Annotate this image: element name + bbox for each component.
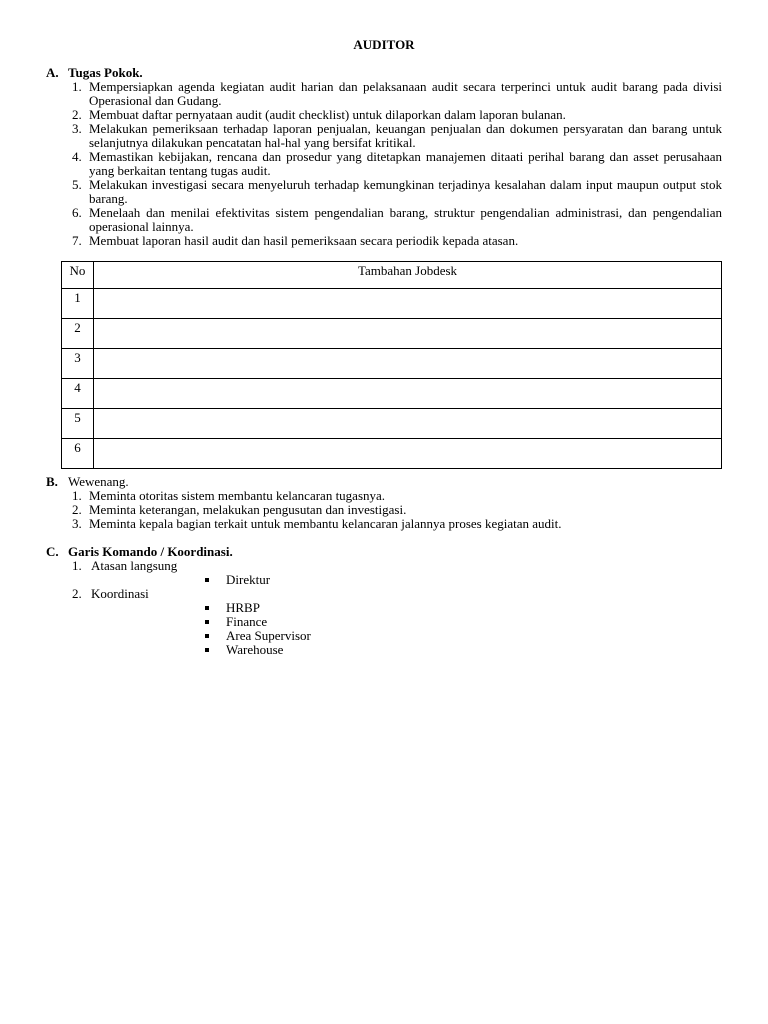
row-number: 3 — [62, 349, 94, 379]
table-row — [62, 409, 722, 439]
atasan-langsung-label: 1. Atasan langsung — [72, 558, 178, 573]
table-row — [62, 319, 722, 349]
tugas-pokok-list — [68, 80, 722, 248]
list-item: 6. Menelaah dan menilai efektivitas sistem pengendalian barang, struktur pengendalian administrasi, dan pengendalian operasional lainnya. — [72, 205, 722, 234]
section-c-letter: C. — [46, 544, 59, 559]
jobdesk-cell[interactable] — [94, 319, 722, 349]
header-no: No — [62, 262, 94, 289]
page-title: AUDITOR — [353, 37, 415, 52]
section-b-heading — [46, 475, 129, 489]
table-row — [62, 289, 722, 319]
section-c-title: Garis Komando / Koordinasi. — [68, 544, 233, 559]
list-item: Warehouse — [205, 643, 311, 657]
list-item: 4. Memastikan kebijakan, rencana dan prosedur yang ditetapkan manajemen ditaati perihal barang dan asset perusahaan yang berkaitan tentang tugas audit. — [72, 149, 722, 178]
section-b-title: Wewenang. — [68, 474, 129, 489]
bullet-icon — [205, 634, 209, 638]
table-header-row — [62, 262, 722, 289]
atasan-bullet-list — [205, 573, 270, 587]
bullet-icon — [205, 648, 209, 652]
jobdesk-cell[interactable] — [94, 349, 722, 379]
row-number: 4 — [62, 379, 94, 409]
jobdesk-cell[interactable] — [94, 409, 722, 439]
section-b-letter: B. — [46, 474, 58, 489]
list-item: 3. Melakukan pemeriksaan terhadap laporan penjualan, keuangan penjualan dan dokumen persyaratan dan barang untuk selanjutnya dilakukan pencatatan hal-hal yang bersifat kritikal. — [72, 121, 722, 150]
list-item: 7. Membuat laporan hasil audit dan hasil pemeriksaan secara periodik kepada atasan. — [72, 233, 519, 248]
table-row — [62, 379, 722, 409]
tambahan-jobdesk-table — [61, 261, 722, 469]
jobdesk-cell[interactable] — [94, 379, 722, 409]
table-row — [62, 349, 722, 379]
section-a-letter: A. — [46, 65, 59, 80]
list-item: 5. Melakukan investigasi secara menyeluruh terhadap kemungkinan terjadinya kesalahan dalam input maupun output stok barang. — [72, 177, 722, 206]
jobdesk-cell[interactable] — [94, 289, 722, 319]
list-item: Finance — [205, 615, 311, 629]
table-row — [62, 439, 722, 469]
row-number: 6 — [62, 439, 94, 469]
header-jobdesk: Tambahan Jobdesk — [94, 262, 722, 289]
section-a-title: Tugas Pokok. — [68, 65, 143, 80]
row-number: 5 — [62, 409, 94, 439]
list-item: Area Supervisor — [205, 629, 311, 643]
row-number: 1 — [62, 289, 94, 319]
row-number: 2 — [62, 319, 94, 349]
list-item: Direktur — [205, 573, 270, 587]
section-a-heading — [46, 66, 143, 80]
koordinasi-label: 2. Koordinasi — [72, 586, 149, 601]
jobdesk-cell[interactable] — [94, 439, 722, 469]
wewenang-list — [68, 489, 722, 531]
list-item: 3. Meminta kepala bagian terkait untuk membantu kelancaran jalannya proses kegiatan audit. — [72, 516, 562, 531]
list-item: 2. Membuat daftar pernyataan audit (audit checklist) untuk dilaporkan dalam laporan bulanan. — [72, 107, 566, 122]
list-item: 1. Meminta otoritas sistem membantu kelancaran tugasnya. — [72, 488, 386, 503]
list-item: HRBP — [205, 601, 311, 615]
section-c-heading — [46, 545, 233, 559]
list-item: 2. Meminta keterangan, melakukan pengusutan dan investigasi. — [72, 502, 407, 517]
koordinasi-bullet-list — [205, 601, 311, 657]
list-item: 1. Mempersiapkan agenda kegiatan audit harian dan pelaksanaan audit secara terperinci untuk audit barang pada divisi Operasional dan Gudang. — [72, 79, 722, 108]
bullet-icon — [205, 606, 209, 610]
bullet-icon — [205, 620, 209, 624]
bullet-icon — [205, 578, 209, 582]
